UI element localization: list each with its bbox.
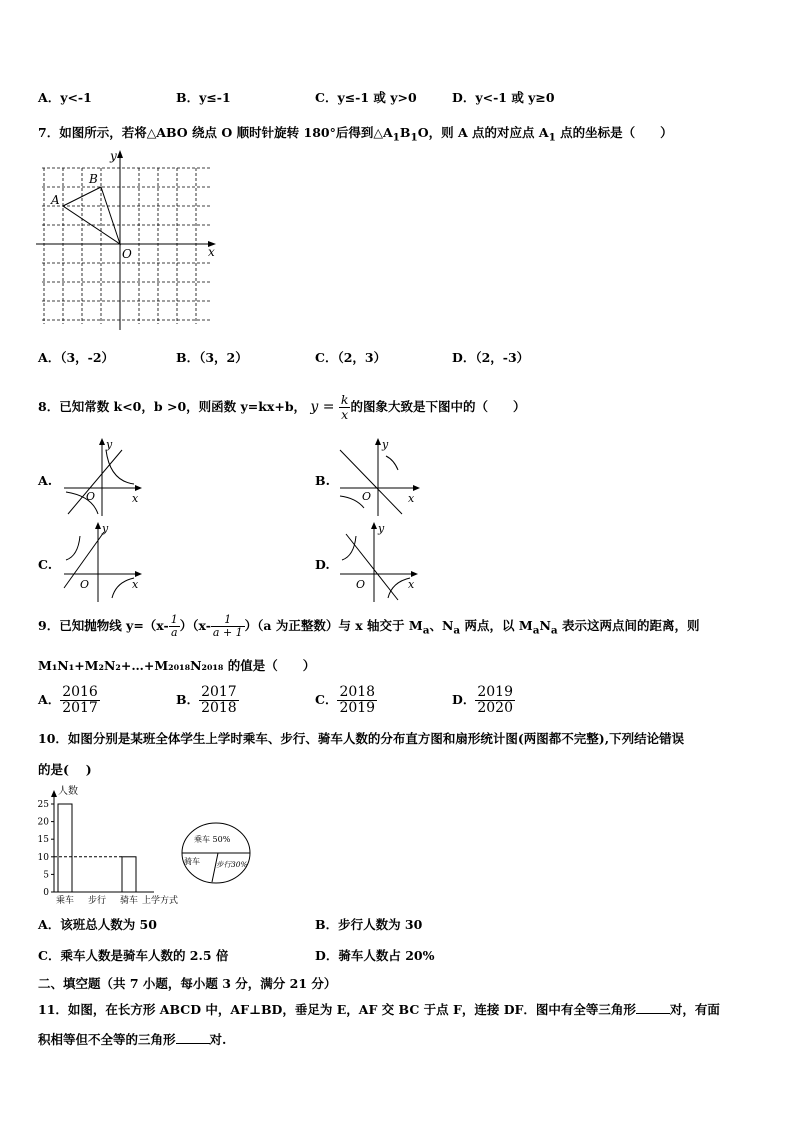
q7-option-a: A．（3，-2） [38,350,115,365]
x-axis-label: 上学方式 [142,896,179,906]
q9-stem-e: 两点，以 M [460,618,533,633]
q7-grid-figure [36,148,218,330]
x-arrow [135,485,142,491]
q10-stem-line2: 的是( ) [38,762,92,777]
y-arrow [375,438,381,445]
q11-line2 [38,1030,226,1048]
q11-line1-post: 对，有面 [669,1002,720,1017]
y-tick-label: 25 [37,800,49,810]
q11-line2-post: 对. [209,1032,227,1047]
frac-den: 2019 [339,700,376,716]
section2-heading: 二、填空题（共 7 小题，每小题 3 分，满分 21 分） [38,976,337,991]
y-label: y [110,149,117,163]
hyperbola-branch-2 [388,578,410,598]
q7-sub: 1 [548,131,556,144]
option-letter: D． [452,692,476,707]
q11-line2-pre: 积相等但不全等的三角形 [38,1032,176,1047]
q9-option-b [176,680,239,720]
option-fraction [199,685,239,717]
hyperbola-branch-1 [342,536,356,560]
bar-骑车 [122,857,136,892]
q8-graph-d [336,520,420,604]
origin-label: O [122,247,132,261]
frac-num: 2019 [477,683,513,700]
pie-label-walk: 步行30% [216,860,248,869]
q9-frac2 [211,614,245,639]
y-arrow [371,522,377,529]
grid-lines [42,168,212,324]
q8-stem-post: 的图象大致是下图中的（ ） [350,399,526,414]
q8-option-a-letter: A. [38,473,53,488]
y-tick-label: 0 [43,888,49,898]
q10-stem-line1: 10．如图分别是某班全体学生上学时乘车、步行、骑车人数的分布直方图和扇形统计图(两图都不完整),下列结论错误 [38,731,685,746]
y-label: y [382,438,389,451]
frac-num: 2016 [62,683,98,700]
q8-stem-pre: 8．已知常数 k<0，b >0，则函数 y=kx+b， [38,399,307,414]
q8-graph-b [336,436,422,518]
frac-num: 2017 [201,683,237,700]
x-tick-label: 骑车 [120,896,139,906]
point-a-label: A [51,193,60,207]
q9-stem-g: 表示这两点间的距离，则 [557,618,700,633]
q9-stem-d: 、N [429,618,454,633]
q11-blank-2[interactable] [176,1033,210,1044]
q9-stem-a: 9．已知抛物线 y=（x- [38,618,169,633]
q7-option-d: D．（2，-3） [452,350,530,365]
option-letter: B． [176,692,200,707]
q8-formula-fraction [339,393,351,422]
x-tick-label: 步行 [88,896,107,906]
q9-frac1-den: a [169,626,180,639]
q8-graph-a [60,436,142,518]
line-graph [68,450,122,514]
q10-bar-chart [34,782,179,908]
q11-line1-pre: 11．如图，在长方形 ABCD 中，AF⊥BD，垂足为 E，AF 交 BC 于点 F，连接 DF．图中有全等三角形 [38,1002,636,1017]
x-label: x [208,245,215,259]
q9-line2: M₁N₁+M₂N₂+…+M₂₀₁₈N₂₀₁₈ 的值是（ ） [38,658,316,673]
pie-label-bike: 骑车 [184,857,200,866]
q9-frac2-den: a + 1 [212,626,243,639]
q8-formula-y: y = [310,399,335,415]
y-tick-label: 10 [37,852,49,863]
q6-option-d: D．y<-1 或 y≥0 [452,90,555,105]
hyperbola-branch-2 [340,496,364,508]
q8-option-d-letter: D. [315,557,330,572]
y-axis-arrow [117,150,123,158]
x-tick-label: 乘车 [56,896,75,906]
q10-option-d: D．骑车人数占 20% [315,948,435,963]
q7-stem-mid2: O，则 A 点的对应点 A [417,125,549,140]
origin-label: O [356,578,366,591]
pie-label-bus: 乘车 50% [194,835,231,844]
q7-stem [38,123,673,144]
frac-den: 2018 [201,700,237,716]
x-arrow [411,571,418,577]
q7-sub: 1 [392,131,400,144]
q9-stem-b: ）（x- [179,618,211,633]
x-arrow [135,571,142,577]
q10-option-b: B．步行人数为 30 [315,917,423,932]
y-label: y [378,522,385,535]
q9-sub: a [453,624,461,637]
q9-sub: a [532,624,540,637]
y-label: y [102,522,109,535]
q10-option-a: A．该班总人数为 50 [38,917,157,932]
frac-den: 2017 [62,700,98,716]
option-fraction [337,685,377,717]
q7-stem-pre: 7．如图所示，若将△ABO 绕点 O 顺时针旋转 180°后得到△A [38,125,393,140]
q9-stem [38,609,700,648]
point-b-label: B [89,172,98,186]
y-tick-label: 20 [37,817,49,828]
q6-option-c: C．y≤-1 或 y>0 [315,90,417,105]
q9-option-d [452,680,515,720]
q7-option-b: B．（3，2） [176,350,248,365]
q8-graph-c [60,520,142,604]
q8-option-c-letter: C. [38,557,53,572]
q9-frac1-num: 1 [170,612,178,626]
hyperbola-branch-1 [106,450,134,484]
q9-frac1 [169,614,180,639]
q9-stem-f: N [539,618,551,633]
q8-stem [38,392,525,422]
bar-layer [38,790,178,906]
q8-option-b-letter: B. [315,473,330,488]
q10-pie-chart [178,820,256,886]
q9-stem-c: ）（a 为正整数）与 x 轴交于 M [244,618,423,633]
hyperbola-branch-1 [66,536,80,560]
q10-option-c: C．乘车人数是骑车人数的 2.5 倍 [38,948,229,963]
y-label: y [106,438,113,451]
y-arrow [99,438,105,445]
frac-num: 2018 [339,683,376,700]
option-fraction [60,685,100,717]
q6-option-a: A．y<-1 [38,90,92,105]
y-axis-arrow [51,790,57,797]
y-arrow [95,522,101,529]
q7-stem-mid1: B [399,125,411,140]
q11-blank-1[interactable] [636,1003,670,1014]
y-tick-label: 5 [43,870,49,881]
origin-label: O [86,490,96,503]
q9-option-a [38,680,100,720]
option-letter: A． [38,692,61,707]
q7-stem-post: 点的坐标是（ ） [555,125,673,140]
x-label: x [408,578,415,591]
origin-label: O [80,578,90,591]
q7-sub: 1 [410,131,418,144]
y-tick-label: 15 [37,835,49,846]
x-label: x [132,578,139,591]
x-label: x [408,492,415,505]
q8-formula-den: x [339,407,351,422]
q7-option-c: C．（2，3） [315,350,387,365]
q11-line1 [38,1000,720,1018]
hyperbola-branch-2 [112,578,134,598]
option-fraction [475,685,515,717]
q9-option-c [315,680,377,720]
triangle-abo [63,187,120,244]
option-letter: C． [315,692,338,707]
hyperbola-branch-1 [386,456,398,470]
q6-option-b: B．y≤-1 [176,90,231,105]
q8-formula-num: k [340,392,349,408]
y-axis-label: 人数 [58,786,78,797]
x-arrow [413,485,420,491]
frac-den: 2020 [477,700,513,716]
origin-label: O [362,490,372,503]
q9-frac2-num: 1 [224,612,232,626]
q9-sub: a [422,624,430,637]
line-graph [346,534,398,600]
x-label: x [132,492,139,505]
bar-乘车 [58,804,72,892]
q9-sub: a [550,624,558,637]
line-graph [340,450,402,514]
